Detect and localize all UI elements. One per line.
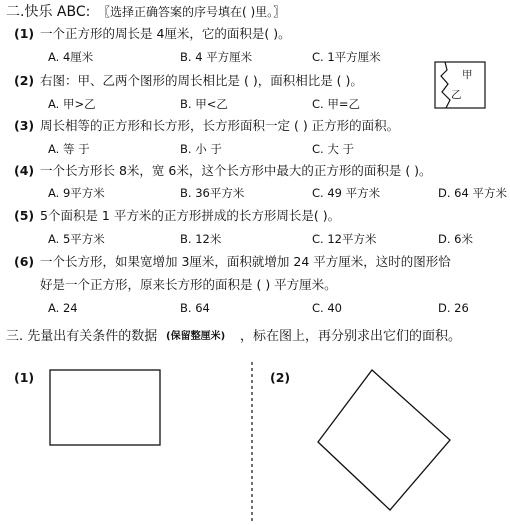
q5-option-c: C. 12平方米: [312, 232, 377, 246]
q5-number: (5): [14, 208, 35, 223]
q3-option-a: A. 等 于: [48, 142, 90, 156]
q6-option-d: D. 26: [438, 301, 469, 315]
q1-option-a: A. 4厘米: [48, 50, 94, 64]
q1-text: 一个正方形的周长是 4厘米，它的面积是( )。: [40, 26, 291, 41]
section3-title: 三. 先量出有关条件的数据: [6, 329, 158, 344]
q2-text: 右图：甲、乙两个图形的周长相比是 ( )，面积相比是 ( )。: [40, 73, 363, 88]
q1-option-c: C. 1平方厘米: [312, 50, 381, 64]
q3-option-b: B. 小 于: [180, 142, 222, 156]
q2-figure-label-yi: 乙: [451, 89, 462, 101]
q2-number: (2): [14, 73, 35, 88]
section3-rest: ，标在图上，再分别求出它们的面积。: [240, 329, 462, 344]
q1-option-b: B. 4 平方厘米: [180, 50, 253, 64]
fig1-label: (1): [14, 370, 35, 385]
q5-option-a: A. 5平方米: [48, 232, 105, 246]
q4-option-c: C. 49 平方米: [312, 186, 381, 200]
q4-option-a: A. 9平方米: [48, 186, 105, 200]
q2-option-a: A. 甲>乙: [48, 97, 96, 111]
section2-title: 二.快乐 ABC:: [6, 4, 91, 20]
fig1-rectangle: [50, 370, 160, 445]
q3-option-c: C. 大 于: [312, 142, 354, 156]
fig2-square: [318, 370, 450, 510]
section2-instruction: 〖选择正确答案的序号填在( )里。〗: [98, 5, 286, 19]
q6-number: (6): [14, 254, 35, 269]
q6-option-c: C. 40: [312, 301, 342, 315]
q2-option-c: C. 甲=乙: [312, 97, 360, 111]
q5-text: 5个面积是 1 平方米的正方形拼成的长方形周长是( )。: [40, 208, 341, 223]
q2-figure-label-jia: 甲: [462, 69, 473, 81]
q6-option-b: B. 64: [180, 301, 210, 315]
q5-option-d: D. 6米: [438, 232, 473, 246]
q1-number: (1): [14, 26, 35, 41]
q2-option-b: B. 甲<乙: [180, 97, 228, 111]
q6-option-a: A. 24: [48, 301, 78, 315]
section3-note: (保留整厘米): [166, 331, 226, 342]
q3-number: (3): [14, 118, 35, 133]
q6-text-line1: 一个长方形，如果宽增加 3厘米，面积就增加 24 平方厘米，这时的图形恰: [40, 254, 451, 269]
q6-text-line2: 好是一个正方形，原来长方形的面积是 ( ) 平方厘米。: [40, 277, 337, 292]
q3-text: 周长相等的正方形和长方形，长方形面积一定 ( ) 正方形的面积。: [40, 118, 400, 133]
q4-option-b: B. 36平方米: [180, 186, 245, 200]
q5-option-b: B. 12米: [180, 232, 222, 246]
q4-text: 一个长方形长 8米，宽 6米，这个长方形中最大的正方形的面积是 ( )。: [40, 163, 432, 178]
q4-number: (4): [14, 163, 35, 178]
q4-option-d: D. 64 平方米: [438, 186, 507, 200]
fig2-label: (2): [270, 370, 291, 385]
